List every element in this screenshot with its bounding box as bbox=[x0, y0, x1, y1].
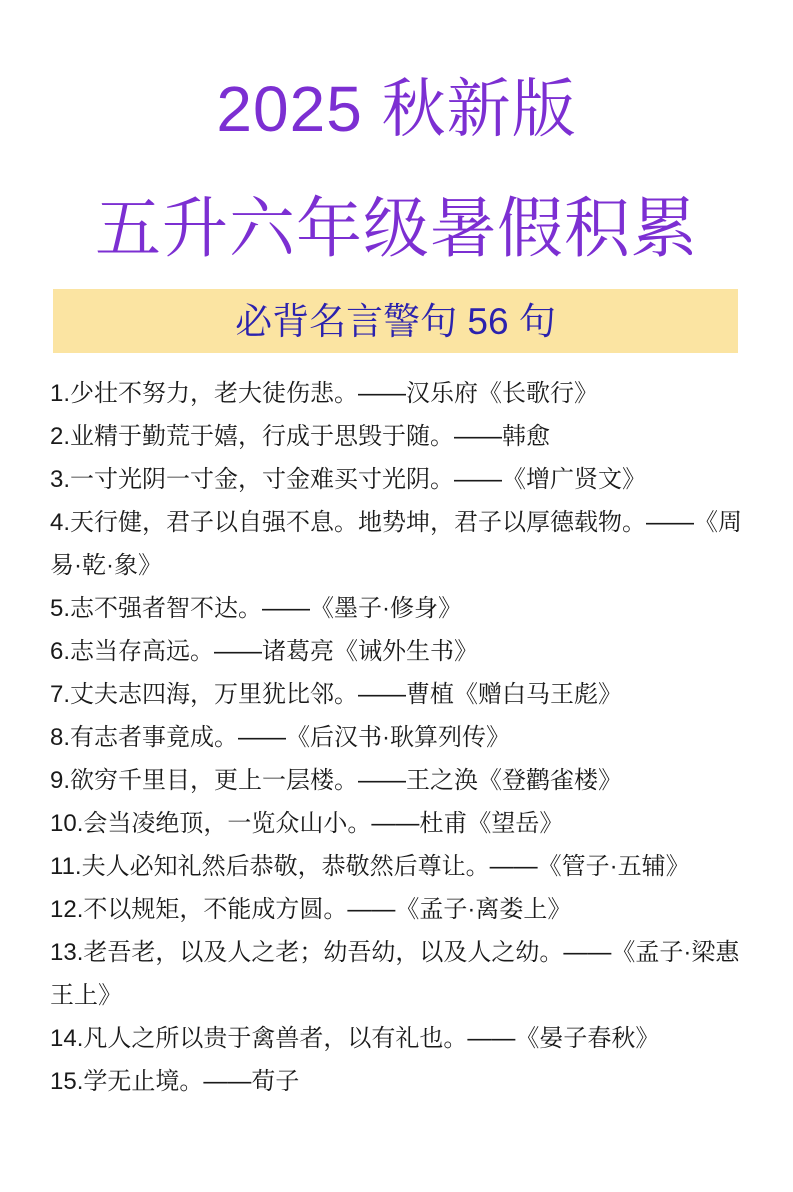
quote-item-11: 11.夫人必知礼然后恭敬，恭敬然后尊让。——《管子·五辅》 bbox=[50, 853, 690, 880]
quote-item-12: 12.不以规矩，不能成方圆。——《孟子·离娄上》 bbox=[50, 896, 572, 923]
section-banner bbox=[53, 289, 738, 353]
quote-item-3: 3.一寸光阴一寸金，寸金难买寸光阴。——《增广贤文》 bbox=[50, 466, 647, 493]
quote-item-5: 5.志不强者智不达。——《墨子·修身》 bbox=[50, 595, 463, 622]
quote-item-14: 14.凡人之所以贵于禽兽者，以有礼也。——《晏子春秋》 bbox=[50, 1025, 660, 1052]
quote-item-2: 2.业精于勤荒于嬉，行成于思毁于随。——韩愈 bbox=[50, 423, 551, 450]
quotes-list bbox=[0, 372, 793, 1103]
banner-label: 必背名言警句 56 句 bbox=[235, 300, 556, 342]
quote-item-8: 8.有志者事竟成。——《后汉书·耿算列传》 bbox=[50, 724, 511, 751]
quote-item-10: 10.会当凌绝顶，一览众山小。——杜甫《望岳》 bbox=[50, 810, 564, 837]
quote-item-15: 15.学无止境。——荀子 bbox=[50, 1068, 300, 1095]
quote-item-4: 4.天行健，君子以自强不息。地势坤，君子以厚德载物。——《周易·乾·象》 bbox=[50, 509, 743, 579]
quote-item-9: 9.欲穷千里目，更上一层楼。——王之涣《登鹳雀楼》 bbox=[50, 767, 623, 794]
quote-item-6: 6.志当存高远。——诸葛亮《诫外生书》 bbox=[50, 638, 479, 665]
page-title-grade: 五升六年级暑假积累 bbox=[95, 191, 698, 265]
quote-item-7: 7.丈夫志四海，万里犹比邻。——曹植《赠白马王彪》 bbox=[50, 681, 623, 708]
document-page bbox=[0, 70, 793, 1192]
quote-item-13: 13.老吾老，以及人之老；幼吾幼，以及人之幼。——《孟子·梁惠王上》 bbox=[50, 939, 740, 1009]
quote-item-1: 1.少壮不努力，老大徒伤悲。——汉乐府《长歌行》 bbox=[50, 380, 599, 407]
page-title-edition: 2025 秋新版 bbox=[216, 73, 577, 145]
